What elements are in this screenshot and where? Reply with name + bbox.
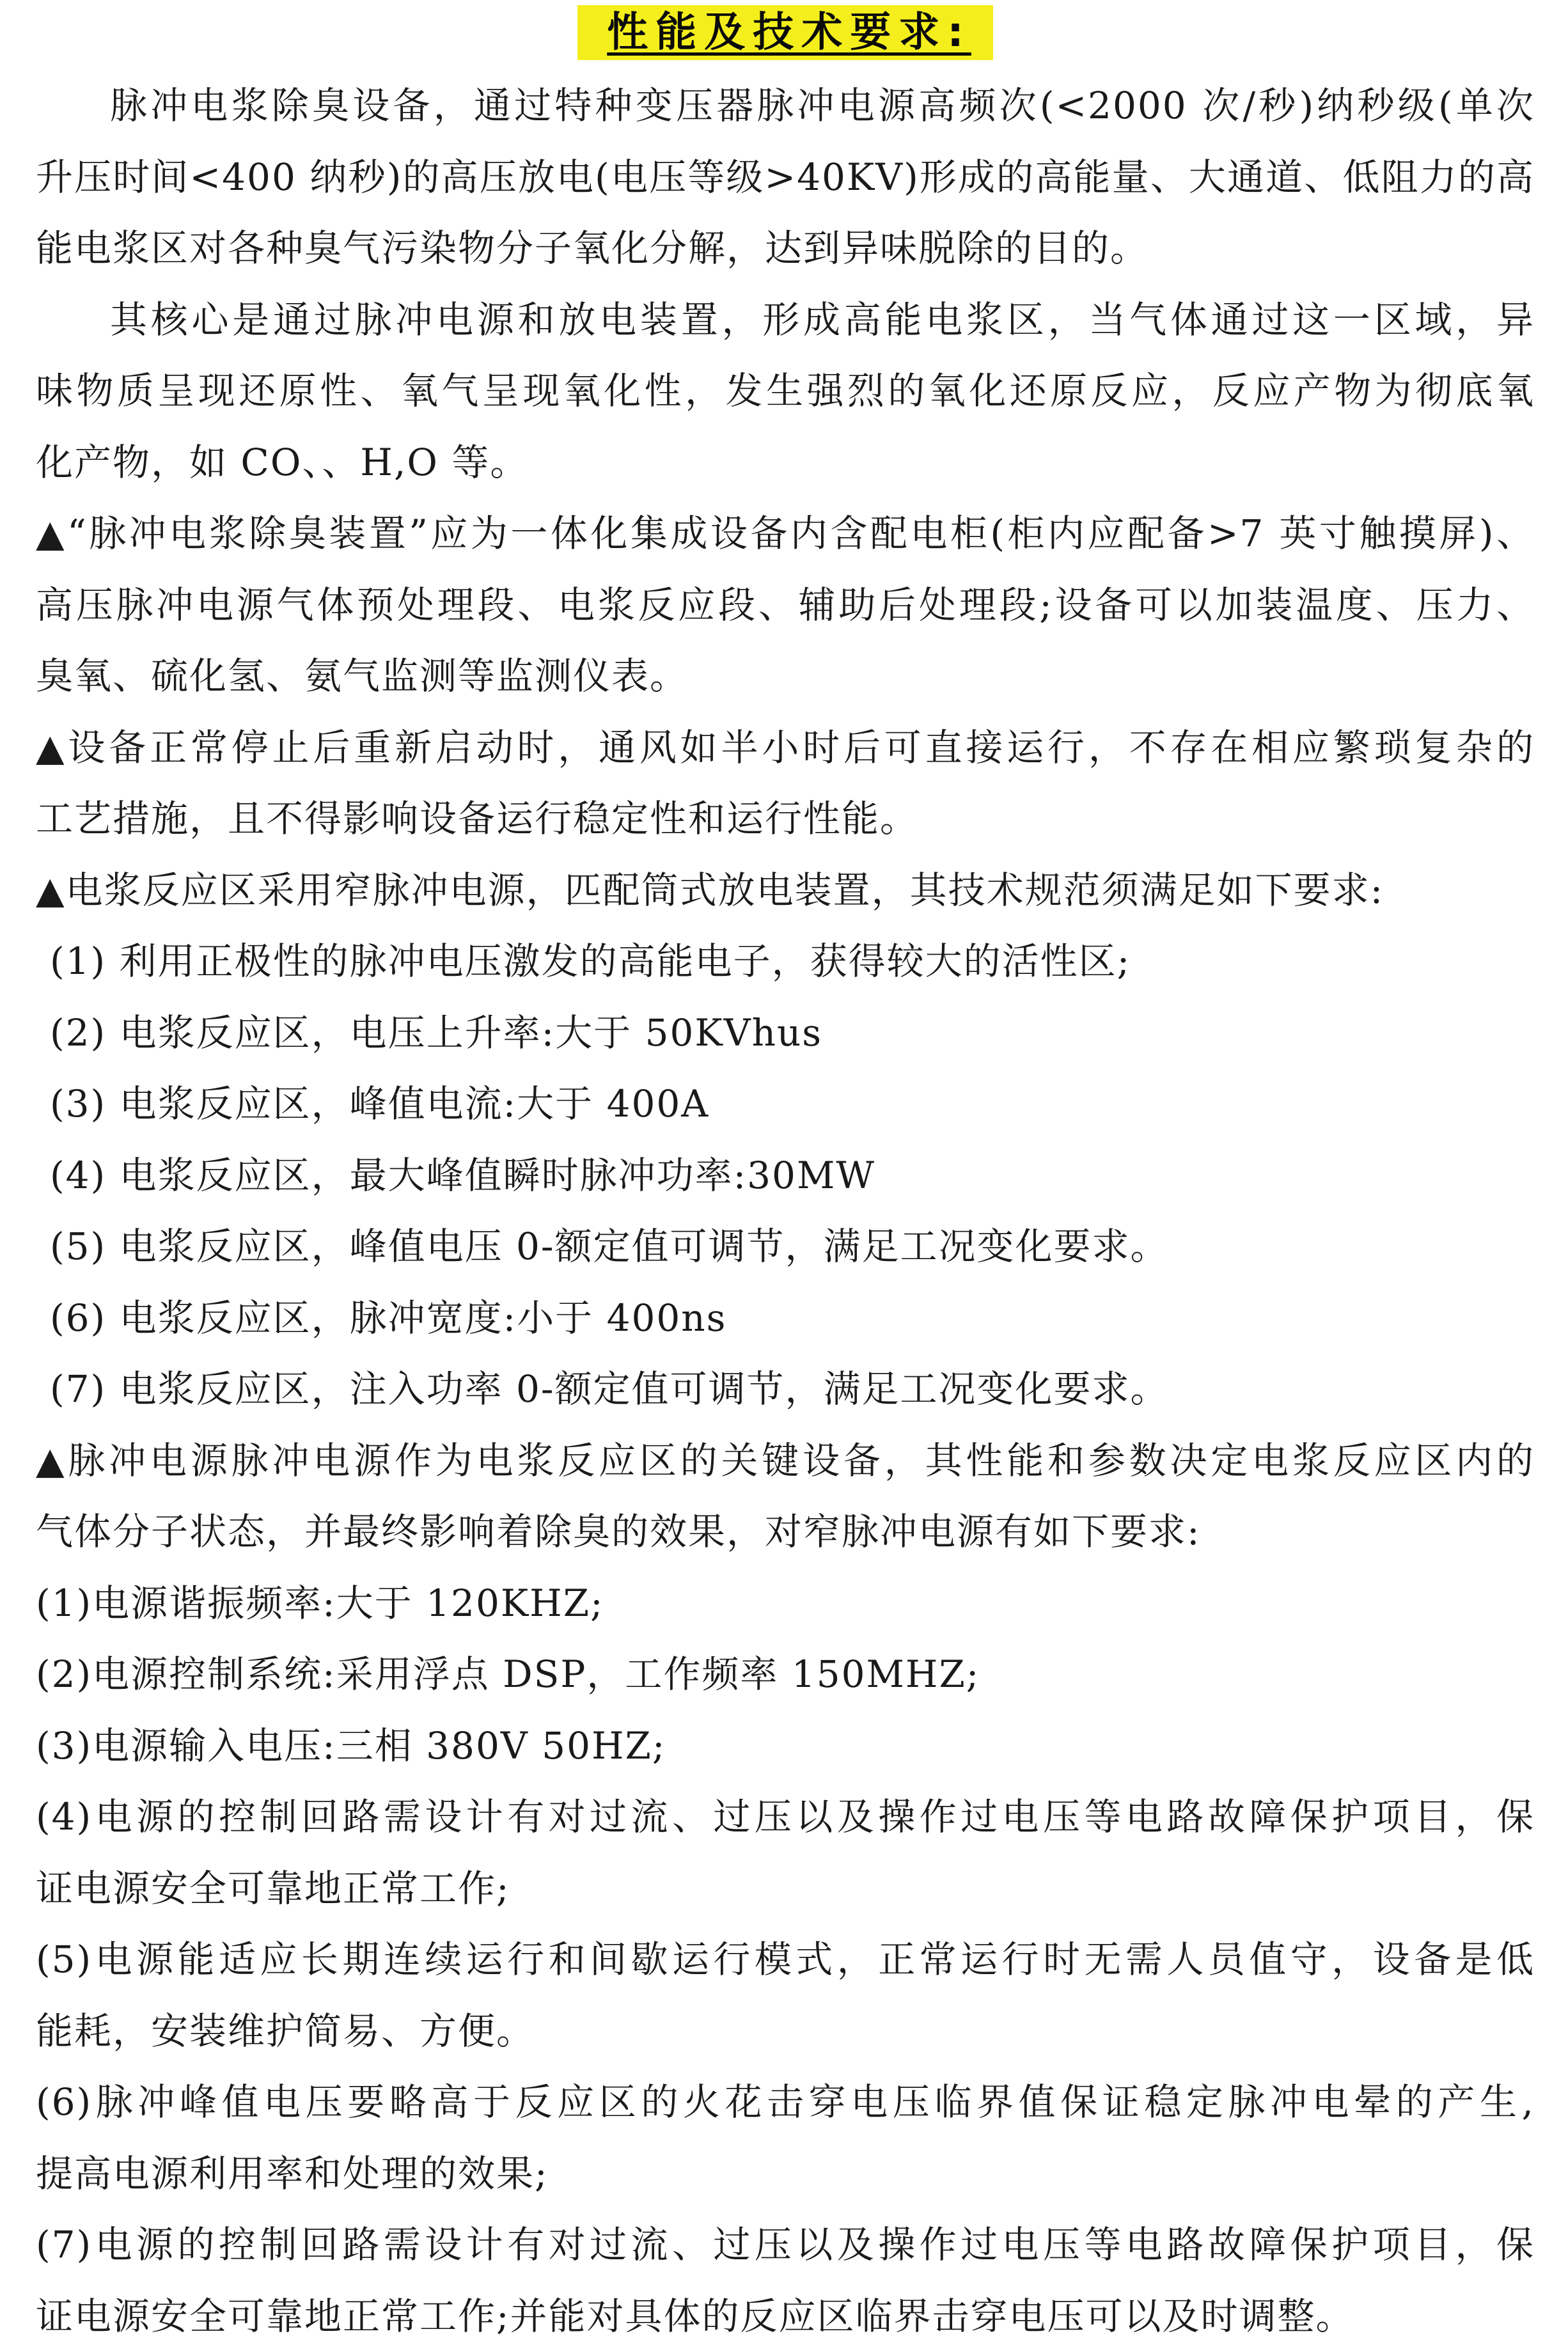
text-line: 高压脉冲电源气体预处理段、电浆反应段、辅助后处理段;设备可以加装温度、压力、	[36, 570, 1535, 641]
text-line: 证电源安全可靠地正常工作;并能对具体的反应区临界击穿电压可以及时调整。	[36, 2281, 1535, 2352]
text-line: 升压时间<400 纳秒)的高压放电(电压等级>40KV)形成的高能量、大通道、低阻力的高	[36, 142, 1535, 214]
text-line: ▲设备正常停止后重新启动时，通风如半小时后可直接运行，不存在相应繁琐复杂的	[36, 712, 1535, 784]
text-line: (2)电源控制系统:采用浮点 DSP，工作频率 150MHZ;	[36, 1639, 1535, 1711]
text-line: 能耗，安装维护简易、方便。	[36, 1996, 1535, 2067]
list-item: (5) 电浆反应区，峰值电压 0-额定值可调节，满足工况变化要求。	[36, 1211, 1535, 1283]
text-line: (4)电源的控制回路需设计有对过流、过压以及操作过电压等电路故障保护项目，保	[36, 1782, 1535, 1853]
text-line: (1)电源谐振频率:大于 120KHZ;	[36, 1568, 1535, 1640]
text-line: (5)电源能适应长期连续运行和间歇运行模式，正常运行时无需人员值守，设备是低	[36, 1924, 1535, 1996]
text-line: 味物质呈现还原性、氧气呈现氧化性，发生强烈的氧化还原反应，反应产物为彻底氧	[36, 356, 1535, 427]
list-item: (4) 电浆反应区，最大峰值瞬时脉冲功率:30MW	[36, 1140, 1535, 1212]
list-item: (2) 电浆反应区，电压上升率:大于 50KVhus	[36, 998, 1535, 1069]
list-item: (1) 利用正极性的脉冲电压激发的高能电子，获得较大的活性区;	[36, 926, 1535, 998]
text-line: 气体分子状态，并最终影响着除臭的效果，对窄脉冲电源有如下要求:	[36, 1496, 1535, 1568]
text-line: 其核心是通过脉冲电源和放电装置，形成高能电浆区，当气体通过这一区域，异	[36, 285, 1535, 356]
document-body	[36, 70, 1535, 2352]
text-line: ▲脉冲电源脉冲电源作为电浆反应区的关键设备，其性能和参数决定电浆反应区内的	[36, 1425, 1535, 1497]
text-line: 提高电源利用率和处理的效果;	[36, 2138, 1535, 2210]
text-line: 工艺措施，且不得影响设备运行稳定性和运行性能。	[36, 783, 1535, 855]
text-line: (6)脉冲峰值电压要略高于反应区的火花击穿电压临界值保证稳定脉冲电晕的产生,	[36, 2067, 1535, 2138]
text-line: 臭氧、硫化氢、氨气监测等监测仪表。	[36, 641, 1535, 712]
text-line: 证电源安全可靠地正常工作;	[36, 1853, 1535, 1925]
page-title: 性能及技术要求:	[577, 5, 993, 60]
list-item: (6) 电浆反应区，脉冲宽度:小于 400ns	[36, 1283, 1535, 1354]
text-line: 能电浆区对各种臭气污染物分子氧化分解，达到异味脱除的目的。	[36, 213, 1535, 285]
text-line: 化产物，如 CO、、H,O 等。	[36, 427, 1535, 499]
list-item: (7) 电浆反应区，注入功率 0-额定值可调节，满足工况变化要求。	[36, 1354, 1535, 1425]
text-line: ▲“脉冲电浆除臭装置”应为一体化集成设备内含配电柜(柜内应配备>7 英寸触摸屏)、	[36, 498, 1535, 570]
text-line: 脉冲电浆除臭设备，通过特种变压器脉冲电源高频次(<2000 次/秒)纳秒级(单次	[36, 70, 1535, 142]
text-line: (7)电源的控制回路需设计有对过流、过压以及操作过电压等电路故障保护项目，保	[36, 2209, 1535, 2281]
title-bar	[36, 0, 1535, 70]
list-item: (3) 电浆反应区，峰值电流:大于 400A	[36, 1069, 1535, 1140]
text-line: ▲电浆反应区采用窄脉冲电源，匹配筒式放电装置，其技术规范须满足如下要求:	[36, 855, 1535, 927]
text-line: (3)电源输入电压:三相 380V 50HZ;	[36, 1711, 1535, 1782]
